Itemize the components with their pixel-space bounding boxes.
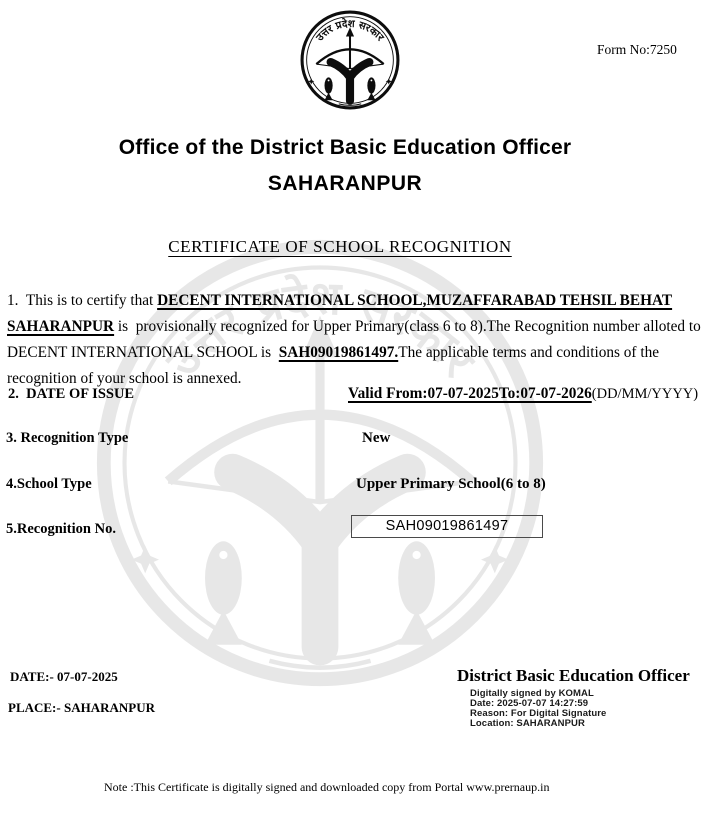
issue-place-line: PLACE:- SAHARANPUR (8, 700, 155, 715)
field-value-recognition-type: New (362, 430, 391, 446)
recognition-number-inline: SAH09019861497. (278, 344, 399, 361)
uttar-pradesh-seal-icon (299, 9, 401, 111)
date-format-hint: (DD/MM/YYYY) (591, 386, 699, 402)
field-label-recognition-no: 5.Recognition No. (6, 521, 116, 537)
field-value-school-type: Upper Primary School(6 to 8) (356, 476, 546, 492)
body-line-2 (7, 314, 707, 340)
body-text-segment: recognition of your school is annexed. (7, 370, 242, 387)
field-label-school-type: 4.School Type (6, 476, 92, 492)
issue-date-line: DATE:- 07-07-2025 (10, 669, 118, 684)
body-text-segment: is provisionally recognized for Upper Primary(class 6 to 8).The Recognition number alloted to (114, 318, 701, 335)
body-line-1 (7, 288, 707, 314)
validity-range: Valid From:07-07-2025To:07-07-2026 (348, 385, 592, 402)
officer-title: District Basic Education Officer (457, 666, 690, 685)
certificate-body (7, 288, 707, 392)
signature-reason: Reason: For Digital Signature (470, 708, 607, 719)
recognition-number-box: SAH09019861497 (351, 515, 543, 538)
footer-note: Note :This Certificate is digitally signed and downloaded copy from Portal www.prernaup.in (104, 780, 550, 794)
body-text-segment: The applicable terms and conditions of the (398, 344, 660, 361)
signature-location: Location: SAHARANPUR (470, 718, 585, 729)
signature-signed-by: Digitally signed by KOMAL (470, 688, 594, 699)
signature-date: Date: 2025-07-07 14:27:59 (470, 698, 589, 709)
field-label-recognition-type: 3. Recognition Type (6, 430, 129, 446)
certificate-title: CERTIFICATE OF SCHOOL RECOGNITION (168, 237, 512, 256)
school-name-continued: SAHARANPUR (7, 318, 115, 335)
form-number: Form No:7250 (597, 42, 677, 57)
body-line-3 (7, 340, 707, 366)
office-title: Office of the District Basic Education Officer (118, 136, 572, 159)
field-value-date-of-issue (348, 385, 698, 403)
field-label-date-of-issue: 2. DATE OF ISSUE (8, 386, 135, 402)
school-name: DECENT INTERNATIONAL SCHOOL,MUZAFFARABAD TEHSIL BEHAT (157, 292, 673, 309)
office-location: SAHARANPUR (267, 172, 423, 195)
body-text-segment: DECENT INTERNATIONAL SCHOOL is (7, 344, 279, 361)
digital-signature-block (470, 689, 606, 729)
body-text-segment: 1. This is to certify that (7, 292, 158, 309)
